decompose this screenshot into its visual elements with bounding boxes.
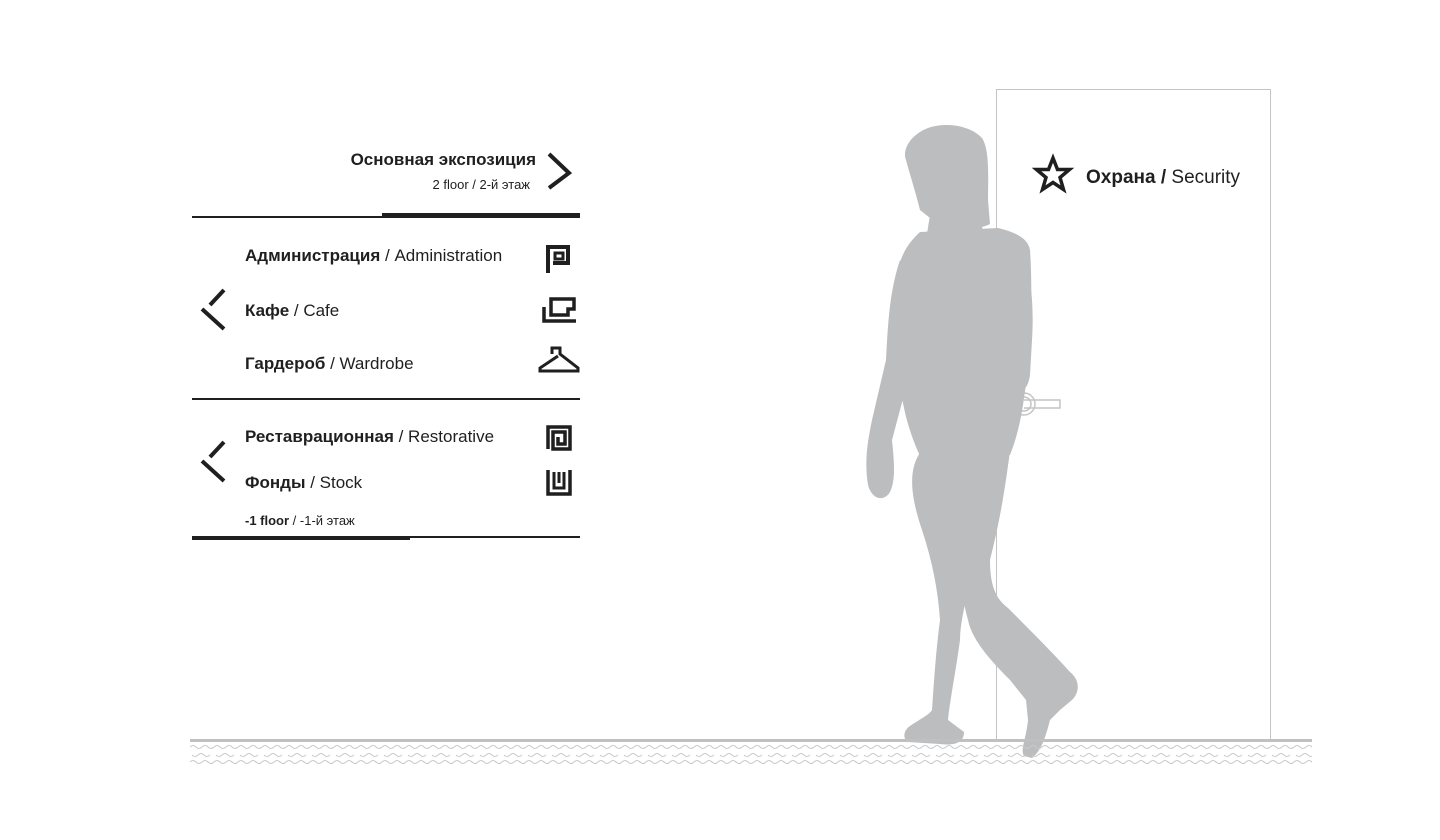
label-en: Administration <box>394 246 503 265</box>
list-item-stock <box>245 473 362 493</box>
separator: / <box>1155 167 1172 188</box>
list-item-wardrobe <box>245 354 414 374</box>
list-item-cafe <box>245 301 339 321</box>
label-ru: Гардероб <box>245 354 326 373</box>
person-silhouette <box>860 120 1090 760</box>
chevron-right-icon <box>545 152 575 192</box>
stock-icon <box>546 470 572 496</box>
floor-number: -1 floor <box>245 513 290 528</box>
hanger-icon <box>538 346 580 374</box>
floor-rest: / -1-й этаж <box>289 513 355 528</box>
separator: / <box>393 427 409 446</box>
label-en: Restorative <box>408 427 495 446</box>
separator: / <box>380 246 395 265</box>
divider-thick <box>382 213 580 217</box>
exhibition-floor: 2 floor / 2-й этаж <box>432 177 530 192</box>
cafe-cup-icon <box>542 297 578 325</box>
label-ru: Реставрационная <box>245 427 394 446</box>
label-en: Wardrobe <box>339 354 414 373</box>
restorative-floor <box>245 513 355 529</box>
separator: / <box>289 301 304 320</box>
restoration-icon <box>546 425 572 451</box>
administration-icon <box>546 245 572 273</box>
ground-texture <box>190 742 1312 766</box>
divider-thin <box>192 398 580 400</box>
list-item-administration <box>245 246 502 266</box>
exhibition-title: Основная экспозиция <box>350 150 536 169</box>
chevron-left-icon <box>198 288 230 332</box>
label-ru: Администрация <box>245 246 381 265</box>
label-en: Security <box>1171 167 1241 188</box>
label-ru: Фонды <box>245 473 306 492</box>
list-item-restorative <box>245 427 494 447</box>
label-ru: Охрана <box>1086 167 1156 188</box>
divider-thick <box>192 536 410 540</box>
label-en: Stock <box>319 473 363 492</box>
chevron-left-icon <box>198 440 230 484</box>
security-sign-label <box>1086 166 1240 190</box>
separator: / <box>325 354 340 373</box>
label-ru: Кафе <box>245 301 290 320</box>
separator: / <box>305 473 320 492</box>
label-en: Cafe <box>303 301 340 320</box>
